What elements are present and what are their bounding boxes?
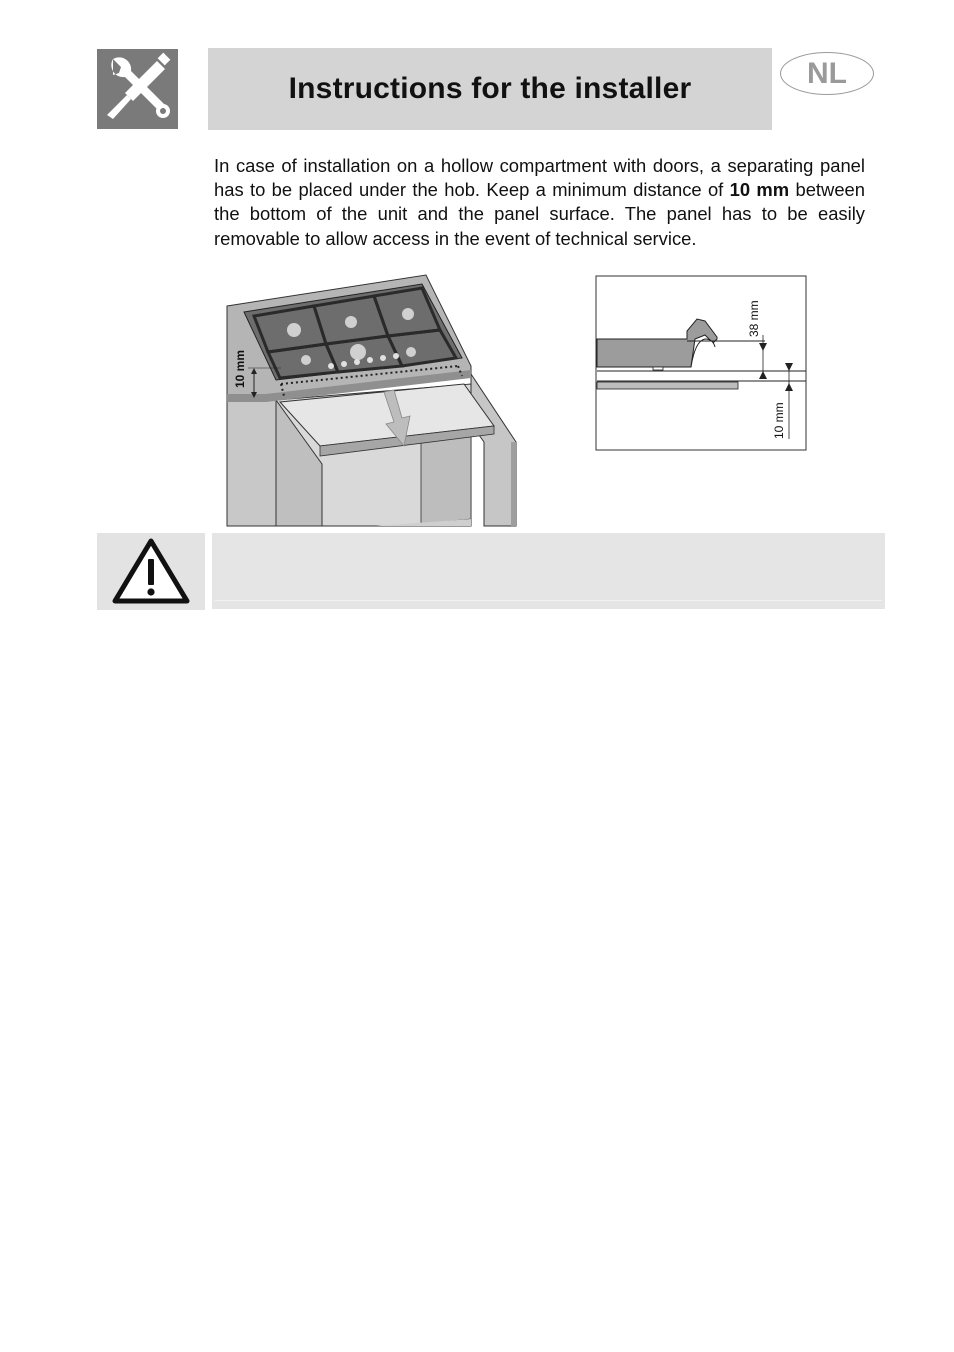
- language-badge: NL: [780, 52, 874, 95]
- dimension-38mm-label: 38 mm: [747, 300, 761, 337]
- warning-icon: [97, 533, 205, 610]
- tools-icon: [97, 49, 178, 129]
- dimension-10mm-label: 10 mm: [772, 402, 786, 439]
- page-title: Instructions for the installer: [288, 72, 692, 105]
- warning-note-box: [212, 533, 885, 609]
- cross-section-diagram: [595, 275, 808, 452]
- header-bar: [208, 48, 772, 130]
- paragraph-text-start: In case of installation on a hollow compartment with doors, a separating panel has to be placed under the hob. Keep a minimum distance of: [214, 155, 865, 201]
- paragraph-text-end: between the bottom of the unit and the panel surface. The panel has to be easily removable to allow access in the event of technical service.: [214, 179, 866, 249]
- instruction-paragraph: [214, 154, 865, 251]
- cabinet-panel-illustration: [226, 274, 521, 528]
- paragraph-bold-distance: 10 mm: [729, 179, 790, 201]
- warning-divider: [215, 600, 882, 601]
- left-dimension-label: 10 mm: [233, 349, 247, 388]
